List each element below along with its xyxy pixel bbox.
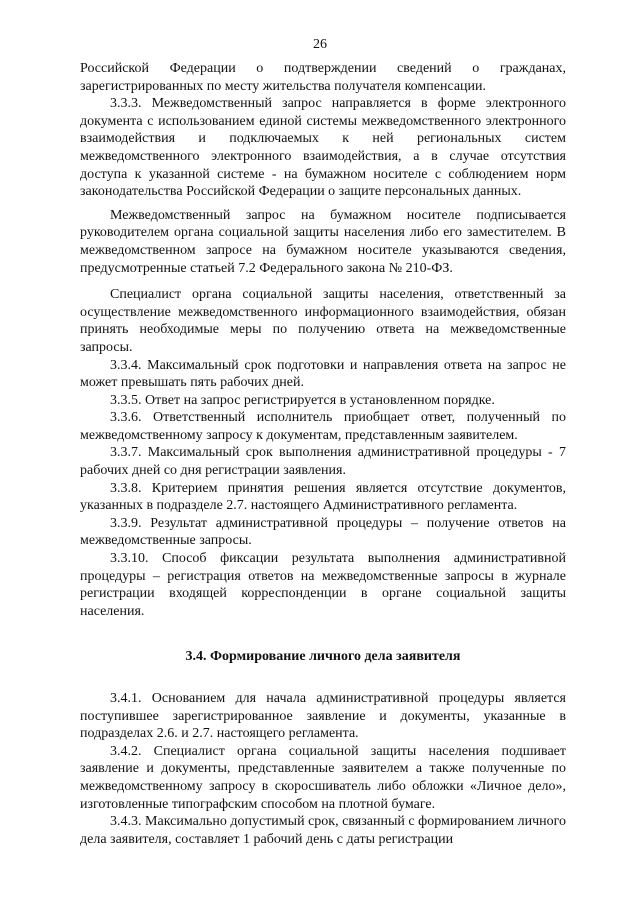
paragraph-3-3-7: 3.3.7. Максимальный срок выполнения административной процедуры - 7 рабочих дней со дня регистрации заявления.	[80, 445, 566, 479]
paragraph-3-4-1: 3.4.1. Основанием для начала административной процедуры является поступившее зарегистрированное заявление и документы, указанные в подразделах 2.6. и 2.7. настоящего регламента.	[80, 691, 566, 742]
document-body	[80, 60, 566, 848]
paragraph-3-3-3: 3.3.3. Межведомственный запрос направляется в форме электронного документа с использованием единой системы межведомственного электронного взаимодействия и подключаемых к ней региональных систем межведомственного электронного взаимодействия, а в случае отсутствия доступа к указанной системе - на бумажном носителе с соблюдением норм законодательства Российской Федерации о защите персональных данных.	[80, 96, 566, 200]
paragraph-3-3-5: 3.3.5. Ответ на запрос регистрируется в установленном порядке.	[110, 392, 495, 408]
paragraph-3-4-2: 3.4.2. Специалист органа социальной защиты населения подшивает заявление и документы, представленные заявителем а также полученные по межведомственному запросу в скоросшиватель либо обложки «Личное дело», изготовленные типографским способом на плотной бумаге.	[80, 743, 566, 812]
paragraph-paper-request: Межведомственный запрос на бумажном носителе подписывается руководителем органа социальной защиты населения либо его заместителем. В межведомственном запросе на бумажном носителе указываются сведения, предусмотренные статьей 7.2 Федерального закона № 210-ФЗ.	[80, 207, 566, 276]
page-number: 26	[313, 37, 327, 52]
paragraph-3-3-8: 3.3.8. Критерием принятия решения является отсутствие документов, указанных в подразделе 2.7. настоящего Административного регламента.	[80, 480, 566, 514]
paragraph-3-3-4: 3.3.4. Максимальный срок подготовки и направления ответа на запрос не может превышать пять рабочих дней.	[80, 357, 566, 391]
paragraph-3-3-6: 3.3.6. Ответственный исполнитель приобщает ответ, полученный по межведомственному запросу к документам, представленным заявителем.	[80, 410, 566, 443]
section-heading: 3.4. Формирование личного дела заявителя	[185, 649, 461, 665]
paragraph: Российской Федерации о подтверждении сведений о гражданах, зарегистрированных по месту жительства получателя компенсации.	[80, 61, 566, 94]
paragraph-specialist: Специалист органа социальной защиты населения, ответственный за осуществление межведомственного информационного взаимодействия, обязан принять необходимые меры по получению ответа на межведомственные запросы.	[80, 287, 566, 355]
paragraph-3-3-9: 3.3.9. Результат административной процедуры – получение ответов на межведомственные запросы.	[80, 515, 566, 549]
paragraph-3-3-10: 3.3.10. Способ фиксации результата выполнения административной процедуры – регистрация ответов на межведомственные запросы в журнале регистрации входящей корреспонденции в органе социальной защиты населения.	[80, 551, 566, 619]
paragraph-3-4-3: 3.4.3. Максимально допустимый срок, связанный с формированием личного дела заявителя, составляет 1 рабочий день с даты регистрации	[80, 814, 566, 847]
